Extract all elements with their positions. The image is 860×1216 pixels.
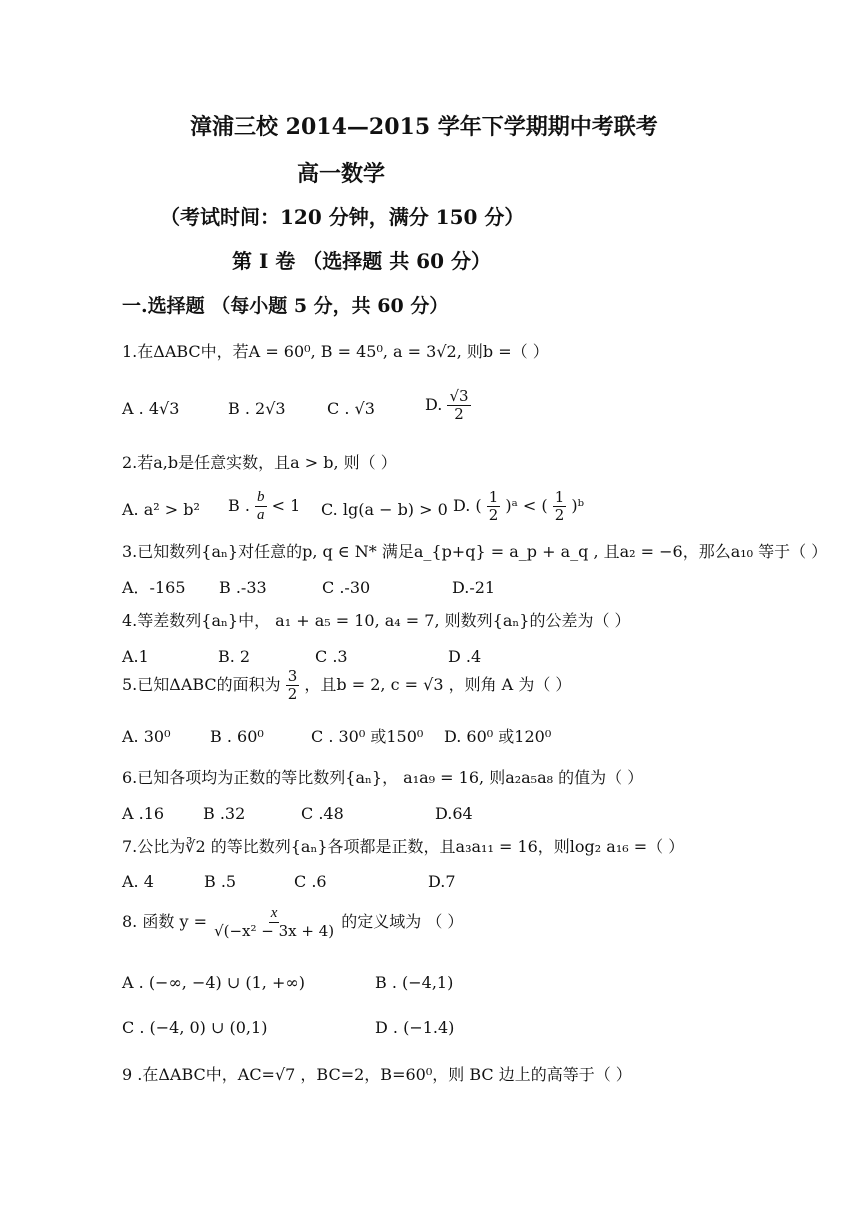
question-8-option-d: D . (−1.4)	[375, 1018, 455, 1037]
question-9-stem: 9 .在ΔABC中，AC=√7 ，BC=2，B=60⁰，则 BC 边上的高等于（ ）	[122, 1065, 632, 1084]
fraction-numerator: 1	[554, 488, 565, 506]
question-1-option-d-label: D.	[425, 395, 443, 414]
question-1-option-a: A . 4√3	[122, 399, 180, 418]
question-2-option-b	[228, 489, 300, 523]
question-6-option-b: B .32	[203, 804, 246, 823]
option-d-middle: )ᵃ < (	[505, 496, 548, 515]
question-5-option-d: D. 60⁰ 或120⁰	[444, 727, 552, 746]
question-4-option-a: A.1	[122, 647, 149, 666]
question-8-stem-start: 8. 函数 y =	[122, 912, 207, 931]
option-b-relation: < 1	[271, 496, 301, 515]
question-5-stem-start: 5.已知ΔABC的面积为	[122, 675, 281, 694]
question-1-option-b: B . 2√3	[228, 399, 286, 418]
question-1-option-c: C . √3	[327, 399, 375, 418]
fraction-denominator: 2	[287, 684, 298, 703]
fraction-denominator: 2	[488, 505, 499, 524]
question-8-stem	[122, 905, 463, 939]
question-2-option-a: A. a² > b²	[122, 500, 200, 519]
section-heading: 一.选择题 （每小题 5 分，共 60 分）	[122, 295, 449, 317]
question-4-stem: 4.等差数列{aₙ}中， a₁ + a₅ = 10, a₄ = 7, 则数列{aₙ}的公差为（ ）	[122, 611, 631, 630]
question-6-option-a: A .16	[122, 804, 165, 823]
fraction-numerator: b	[257, 489, 265, 505]
question-5-option-b: B . 60⁰	[210, 727, 264, 746]
question-5-option-c: C . 30⁰ 或150⁰	[311, 727, 424, 746]
question-3-stem: 3.已知数列{aₙ}对任意的p, q ∈ N* 满足a_{p+q} = a_p + a_q , 且a₂ = −6，那么a₁₀ 等于（ ）	[122, 542, 828, 561]
question-7-option-c: C .6	[294, 872, 327, 891]
question-3-option-a: A．-165	[122, 578, 186, 597]
fraction-denominator: 2	[454, 404, 464, 423]
exam-info: （考试时间：120 分钟，满分 150 分）	[160, 205, 525, 229]
option-d-suffix: )ᵇ	[571, 496, 585, 515]
question-4-option-d: D .4	[448, 647, 482, 666]
question-6-option-d: D.64	[435, 804, 473, 823]
option-d-fraction-2	[553, 489, 567, 523]
part-title: 第 I 卷 （选择题 共 60 分）	[232, 249, 491, 273]
question-5-area-fraction	[286, 668, 300, 702]
option-label: B .	[228, 496, 250, 515]
question-3-option-c: C .-30	[322, 578, 371, 597]
fraction-denominator: a	[257, 506, 265, 523]
question-1-stem: 1.在ΔABC中，若A = 60⁰, B = 45⁰, a = 3√2, 则b =（ ）	[122, 342, 549, 361]
question-2-stem: 2.若a,b是任意实数，且a > b, 则（ ）	[122, 453, 397, 472]
question-7-option-b: B .5	[204, 872, 237, 891]
fraction-numerator: x	[270, 905, 278, 921]
question-7-option-a: A. 4	[122, 872, 154, 891]
fraction-denominator: √(−x² − 3x + 4)	[214, 921, 335, 940]
exam-title: 漳浦三校 2014—2015 学年下学期期中考联考	[190, 114, 658, 140]
fraction-numerator: 3	[287, 667, 298, 685]
question-8-stem-end: 的定义域为 （ ）	[341, 912, 464, 931]
option-b-fraction	[255, 489, 267, 523]
question-4-option-c: C .3	[315, 647, 348, 666]
fraction-numerator: 1	[488, 488, 499, 506]
subject-title: 高一数学	[297, 161, 386, 187]
fraction-denominator: 2	[554, 505, 565, 524]
option-d-fraction-1	[487, 489, 501, 523]
question-6-option-c: C .48	[301, 804, 344, 823]
question-8-option-b: B . (−4,1)	[375, 973, 454, 992]
question-2-option-c: C. lg(a − b) > 0	[321, 500, 448, 519]
question-3-option-d: D.-21	[452, 578, 496, 597]
question-1-option-d-fraction	[447, 388, 470, 422]
question-8-option-a: A . (−∞, −4) ∪ (1, +∞)	[122, 973, 305, 992]
question-8-option-c: C . (−4, 0) ∪ (0,1)	[122, 1018, 268, 1037]
question-8-function-fraction	[212, 905, 336, 939]
question-5-stem	[122, 668, 571, 702]
question-6-stem: 6.已知各项均为正数的等比数列{aₙ}， a₁a₉ = 16, 则a₂a₅a₈ 的值为（ ）	[122, 768, 644, 787]
question-5-option-a: A. 30⁰	[122, 727, 171, 746]
fraction-numerator: √3	[449, 387, 469, 405]
question-7-option-d: D.7	[428, 872, 456, 891]
option-d-prefix: D. (	[453, 496, 482, 515]
question-7-stem: 7.公比为∛2 的等比数列{aₙ}各项都是正数，且a₃a₁₁ = 16，则log₂ a₁₆ =（ ）	[122, 837, 685, 856]
question-4-option-b: B. 2	[218, 647, 251, 666]
question-3-option-b: B .-33	[219, 578, 267, 597]
question-1-option-d	[425, 388, 471, 422]
question-5-stem-end: ，且b = 2, c = √3 ，则角 A 为（ ）	[304, 675, 572, 694]
question-2-option-d	[453, 489, 584, 523]
